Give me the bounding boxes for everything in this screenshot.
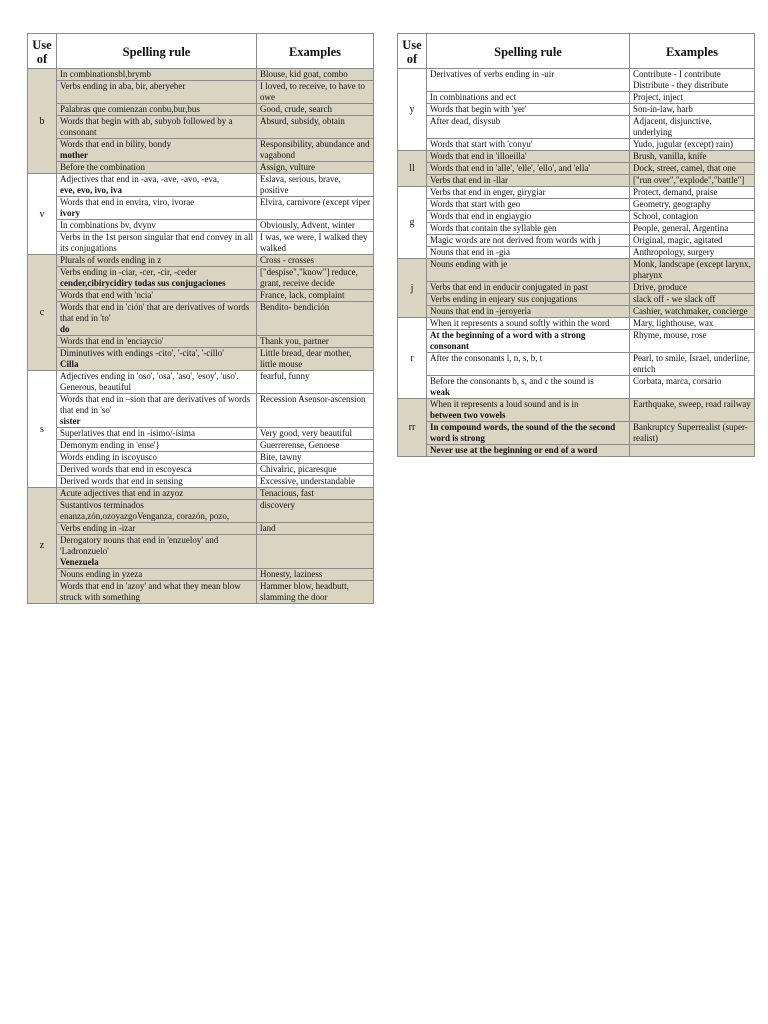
examples-cell: Drive, produce xyxy=(630,282,755,294)
examples-cell: Son-in-law, harb xyxy=(630,104,755,116)
table-row xyxy=(28,569,374,581)
letter-cell: y xyxy=(398,69,427,151)
examples-cell: School, contagion xyxy=(630,211,755,223)
rule-text: Magic words are not derived from words with j xyxy=(430,235,601,245)
examples-cell: Protect, demand, praise xyxy=(630,187,755,199)
rule-cell xyxy=(57,302,257,336)
examples-cell: Adjacent, disjunctive, underlying xyxy=(630,116,755,139)
rule-cell xyxy=(427,235,630,247)
rule-text: Nouns that end in -jeroyeria xyxy=(430,306,531,316)
table-row xyxy=(398,294,755,306)
examples-cell: Bite, tawny xyxy=(257,452,374,464)
rule-cell xyxy=(427,282,630,294)
rule-text: Derivatives of verbs ending in -uir xyxy=(430,69,555,79)
rule-cell xyxy=(427,175,630,187)
table-row xyxy=(398,187,755,199)
table-row xyxy=(28,104,374,116)
examples-cell: I was, we were, I walked they walked xyxy=(257,232,374,255)
examples-cell: I loved, to receive, to have to owe xyxy=(257,81,374,104)
rule-text: Words that end in 'illoeilla' xyxy=(430,151,527,161)
letter-cell: g xyxy=(398,187,427,259)
rule-cell xyxy=(427,187,630,199)
table-row xyxy=(398,92,755,104)
examples-cell: Earthquake, sweep, road railway xyxy=(630,399,755,422)
rule-text: After the consonants l, n, s, b, t xyxy=(430,353,543,363)
header-examples: Examples xyxy=(257,34,374,69)
rule-text: After dead, disysub xyxy=(430,116,501,126)
letter-cell: ll xyxy=(398,151,427,187)
table-row xyxy=(398,282,755,294)
rule-cell xyxy=(427,318,630,330)
table-row xyxy=(28,290,374,302)
examples-cell: Obviously, Advent, winter xyxy=(257,220,374,232)
rule-cell xyxy=(57,569,257,581)
table-row xyxy=(28,476,374,488)
rule-cell xyxy=(57,394,257,428)
table-row xyxy=(28,267,374,290)
examples-cell: land xyxy=(257,523,374,535)
letter-cell: r xyxy=(398,318,427,399)
examples-cell: Guerrerense, Genoese xyxy=(257,440,374,452)
table-row xyxy=(28,428,374,440)
examples-cell: Cross - crosses xyxy=(257,255,374,267)
rule-bold-text: mother xyxy=(60,150,88,160)
table-row xyxy=(398,445,755,457)
table-row xyxy=(398,353,755,376)
examples-cell: Bankruptcy Superrealist (super-realist) xyxy=(630,422,755,445)
table-row xyxy=(28,220,374,232)
table-row xyxy=(28,523,374,535)
rule-text: Verbs ending in aba, bir, aberyeber xyxy=(60,81,186,91)
examples-cell xyxy=(257,535,374,569)
table-row xyxy=(398,330,755,353)
rule-cell xyxy=(57,428,257,440)
rule-cell xyxy=(427,116,630,139)
examples-cell: Dock, street, camel, that one xyxy=(630,163,755,175)
rule-cell xyxy=(57,139,257,162)
rule-cell xyxy=(57,104,257,116)
rule-text: Words that start with 'conyu' xyxy=(430,139,533,149)
table-row xyxy=(28,197,374,220)
rule-cell xyxy=(57,371,257,394)
examples-cell: Yudo, jugular (except) rain) xyxy=(630,139,755,151)
table-row xyxy=(398,223,755,235)
rule-text: Words that start with geo xyxy=(430,199,521,209)
rule-bold-text: between two vowels xyxy=(430,410,506,420)
table-row xyxy=(28,488,374,500)
table-row xyxy=(398,318,755,330)
rule-cell xyxy=(427,92,630,104)
letter-cell: rr xyxy=(398,399,427,457)
examples-cell: Geometry, geography xyxy=(630,199,755,211)
rule-cell xyxy=(427,399,630,422)
rule-text: Words that end in 'azoy' and what they mean blow struck with something xyxy=(60,581,241,602)
rule-cell xyxy=(427,223,630,235)
rule-bold-text: weak xyxy=(430,387,450,397)
examples-cell: Thank you, partner xyxy=(257,336,374,348)
rule-cell xyxy=(427,211,630,223)
rule-bold-text: cender,cibirycidiry todas sus conjugaciones xyxy=(60,278,226,288)
rule-text: Nouns that end in -gia xyxy=(430,247,510,257)
table-row xyxy=(28,116,374,139)
table-row xyxy=(28,174,374,197)
table-row xyxy=(28,371,374,394)
examples-cell: fearful, funny xyxy=(257,371,374,394)
examples-cell: Cashier, watchmaker, concierge xyxy=(630,306,755,318)
examples-cell: Assign, vulture xyxy=(257,162,374,174)
table-row xyxy=(28,500,374,523)
examples-cell: Little bread, dear mother, little mouse xyxy=(257,348,374,371)
table-row xyxy=(28,348,374,371)
rule-bold-text: ivory xyxy=(60,208,80,218)
examples-cell: Anthropology, surgery xyxy=(630,247,755,259)
rule-text: Words that end with 'ncia' xyxy=(60,290,153,300)
rule-text: Words that end in –sion that are derivatives of words that end in 'so' xyxy=(60,394,250,415)
table-row xyxy=(398,69,755,92)
table-row xyxy=(398,199,755,211)
examples-cell: Mary, lighthouse, wax xyxy=(630,318,755,330)
rule-text: Words that end in engiaygio xyxy=(430,211,532,221)
examples-cell: Excessive, understandable xyxy=(257,476,374,488)
examples-cell: slack off - we slack off xyxy=(630,294,755,306)
header-use-of: Use of xyxy=(28,34,57,69)
rule-cell xyxy=(57,162,257,174)
rule-text: Verbs that end in enducir conjugated in past xyxy=(430,282,588,292)
rule-cell xyxy=(427,353,630,376)
header-spelling-rule: Spelling rule xyxy=(57,34,257,69)
rule-cell xyxy=(57,348,257,371)
rule-cell xyxy=(427,69,630,92)
rule-cell xyxy=(427,422,630,445)
table-row xyxy=(28,232,374,255)
examples-cell: Recession Asensor-ascension xyxy=(257,394,374,428)
rule-text: Verbs that end in enger, girygiar xyxy=(430,187,546,197)
table-row xyxy=(398,259,755,282)
rule-cell xyxy=(57,255,257,267)
rule-cell xyxy=(427,259,630,282)
examples-cell: Elvira, carnivore (except viper xyxy=(257,197,374,220)
table-row xyxy=(398,163,755,175)
rule-cell xyxy=(57,336,257,348)
header-use-of: Use of xyxy=(398,34,427,69)
rule-text: Adjectives that end in -ava, -ave, -avo, -eva, xyxy=(60,174,220,184)
rule-text: Words that end in 'enciaycio' xyxy=(60,336,164,346)
rule-text: Verbs in the 1st person singular that end convey in all its conjugations xyxy=(60,232,253,253)
rule-cell xyxy=(57,220,257,232)
rule-bold-text: In compound words, the sound of the the second word is strong xyxy=(430,422,616,443)
rule-text: Words that begin with ab, subyob followed by a consonant xyxy=(60,116,233,137)
examples-cell: Original, magic, agitated xyxy=(630,235,755,247)
examples-cell: France, lack, complaint xyxy=(257,290,374,302)
table-row xyxy=(28,452,374,464)
rule-text: Nouns ending in yzeza xyxy=(60,569,143,579)
rule-cell xyxy=(427,104,630,116)
examples-cell: Absurd, subsidy, obtain xyxy=(257,116,374,139)
rule-cell xyxy=(427,294,630,306)
rule-cell xyxy=(57,500,257,523)
letter-cell: b xyxy=(28,69,57,174)
rule-text: Superlatives that end in -ísimo/-ísima xyxy=(60,428,195,438)
table-row xyxy=(398,376,755,399)
rule-cell xyxy=(427,445,630,457)
rule-text: When it represents a loud sound and is in xyxy=(430,399,579,409)
rule-text: Words that end in bility, bondy xyxy=(60,139,172,149)
examples-cell: Hammer blow, headbutt, slamming the door xyxy=(257,581,374,604)
table-row xyxy=(28,139,374,162)
table-row xyxy=(398,422,755,445)
table-row xyxy=(398,211,755,223)
examples-cell: discovery xyxy=(257,500,374,523)
examples-cell: Brush, vanilla, knife xyxy=(630,151,755,163)
examples-cell: Responsibility, abundance and vagabond xyxy=(257,139,374,162)
table-row xyxy=(28,464,374,476)
letter-cell: c xyxy=(28,255,57,371)
table-row xyxy=(398,235,755,247)
rule-text: Verbs ending in -ciar, -cer, -cir, -ceder xyxy=(60,267,197,277)
rule-bold-text: sister xyxy=(60,416,81,426)
rule-cell xyxy=(427,199,630,211)
table-row xyxy=(398,399,755,422)
rule-cell xyxy=(427,376,630,399)
examples-cell xyxy=(630,445,755,457)
rule-cell xyxy=(427,163,630,175)
header-examples: Examples xyxy=(630,34,755,69)
rule-text: Derived words that end in sensing xyxy=(60,476,183,486)
examples-cell: ["despise","know"] reduce, grant, receive decide xyxy=(257,267,374,290)
letter-cell: s xyxy=(28,371,57,488)
left-rules-table xyxy=(27,33,374,604)
table-row xyxy=(28,162,374,174)
examples-cell: Eslava, serious, brave, positive xyxy=(257,174,374,197)
rule-bold-text: Cilla xyxy=(60,359,79,369)
rule-cell xyxy=(57,535,257,569)
rule-cell xyxy=(57,197,257,220)
rule-text: Before the consonants b, s, and c the sound is xyxy=(430,376,594,386)
rule-text: Words that end in envira, viro, ivorae xyxy=(60,197,195,207)
rule-text: In combinations and ect xyxy=(430,92,517,102)
examples-cell: ["run over","explode","battle"] xyxy=(630,175,755,187)
rule-cell xyxy=(57,81,257,104)
table-row xyxy=(398,139,755,151)
rule-cell xyxy=(57,440,257,452)
rule-cell xyxy=(427,306,630,318)
rule-cell xyxy=(427,330,630,353)
rule-cell xyxy=(57,174,257,197)
rule-text: Verbs ending in enjeary sus conjugations xyxy=(430,294,578,304)
rule-text: Plurals of words ending in z xyxy=(60,255,162,265)
rule-bold-text: At the beginning of a word with a strong consonant xyxy=(430,330,586,351)
examples-cell: Contribute - I contribute Distribute - they distribute xyxy=(630,69,755,92)
rule-cell xyxy=(57,464,257,476)
rule-text: Nouns ending with je xyxy=(430,259,508,269)
rule-cell xyxy=(57,290,257,302)
rule-text: When it represents a sound softly within the word xyxy=(430,318,610,328)
rule-text: Demonym ending in 'ense'} xyxy=(60,440,160,450)
rule-text: Words that contain the syllable gen xyxy=(430,223,557,233)
rule-bold-text: eve, evo, ivo, iva xyxy=(60,185,122,195)
examples-cell: Project, inject xyxy=(630,92,755,104)
table-row xyxy=(398,104,755,116)
rule-cell xyxy=(57,267,257,290)
examples-cell: Tenacious, fast xyxy=(257,488,374,500)
examples-cell: Blouse, kid goat, combo xyxy=(257,69,374,81)
examples-cell: Very good, very beautiful xyxy=(257,428,374,440)
table-row xyxy=(28,581,374,604)
rule-text: Adjectives ending in 'oso', 'osa', 'aso', 'esoy', 'uso'. Generous, beautiful xyxy=(60,371,239,392)
examples-cell: Rhyme, mouse, rose xyxy=(630,330,755,353)
table-row xyxy=(398,175,755,187)
rule-text: Verbs ending in -izar xyxy=(60,523,136,533)
rule-text: Verbs that end in -llar xyxy=(430,175,508,185)
table-row xyxy=(28,535,374,569)
table-row xyxy=(28,255,374,267)
table-row xyxy=(398,151,755,163)
rule-cell xyxy=(57,116,257,139)
rule-text: Derived words that end in escoyesca xyxy=(60,464,192,474)
rule-cell xyxy=(57,452,257,464)
examples-cell: Bendito- bendición xyxy=(257,302,374,336)
examples-cell: Monk, landscape (except larynx, pharynx xyxy=(630,259,755,282)
rule-bold-text: Venezuela xyxy=(60,557,99,567)
letter-cell: v xyxy=(28,174,57,255)
rule-text: Before the combination xyxy=(60,162,145,172)
rule-cell xyxy=(427,151,630,163)
rule-cell xyxy=(427,247,630,259)
examples-cell: Corbata, marca, corsario xyxy=(630,376,755,399)
table-row xyxy=(28,302,374,336)
rule-text: Palabras que comienzan conbu,bur,bus xyxy=(60,104,200,114)
examples-cell: People, general, Argentina xyxy=(630,223,755,235)
examples-cell: Honesty, laziness xyxy=(257,569,374,581)
rule-text: Derogatory nouns that end in 'enzueloy' and 'Ladronzuelo' xyxy=(60,535,219,556)
rule-text: Acute adjectives that end in azyoz xyxy=(60,488,184,498)
rule-cell xyxy=(57,488,257,500)
table-row xyxy=(28,336,374,348)
header-spelling-rule: Spelling rule xyxy=(427,34,630,69)
rule-text: Words ending in iscoyusco xyxy=(60,452,158,462)
rule-cell xyxy=(57,523,257,535)
examples-cell: Pearl, to smile, Israel, underline, enrich xyxy=(630,353,755,376)
rule-text: Sustantivos terminados enanza,zón,ozoyazgoVenganza, corazón, pozo, xyxy=(60,500,230,521)
table-row xyxy=(28,394,374,428)
table-row xyxy=(28,81,374,104)
rule-cell xyxy=(57,232,257,255)
rule-text: Words that begin with 'yer' xyxy=(430,104,527,114)
rule-cell xyxy=(57,581,257,604)
rule-bold-text: do xyxy=(60,324,70,334)
table-row xyxy=(28,440,374,452)
examples-cell: Good, crude, search xyxy=(257,104,374,116)
table-row xyxy=(28,69,374,81)
table-row xyxy=(398,306,755,318)
right-rules-table xyxy=(397,33,755,457)
rule-cell xyxy=(57,69,257,81)
rule-cell xyxy=(427,139,630,151)
rule-cell xyxy=(57,476,257,488)
table-row xyxy=(398,247,755,259)
rule-text: Diminutives with endings -cito', '-cita', '-cillo' xyxy=(60,348,224,358)
rule-text: In combinations bv, dvynv xyxy=(60,220,156,230)
rule-text: In combinationsbl,brymb xyxy=(60,69,151,79)
rule-text: Words that end in 'ción' that are derivatives of words that end in 'to' xyxy=(60,302,250,323)
rule-text: Words that end in 'alle', 'elle', 'ello', and 'ella' xyxy=(430,163,590,173)
letter-cell: z xyxy=(28,488,57,604)
letter-cell: j xyxy=(398,259,427,318)
table-row xyxy=(398,116,755,139)
rule-bold-text: Never use at the beginning or end of a word xyxy=(430,445,598,455)
examples-cell: Chivalric, picaresque xyxy=(257,464,374,476)
